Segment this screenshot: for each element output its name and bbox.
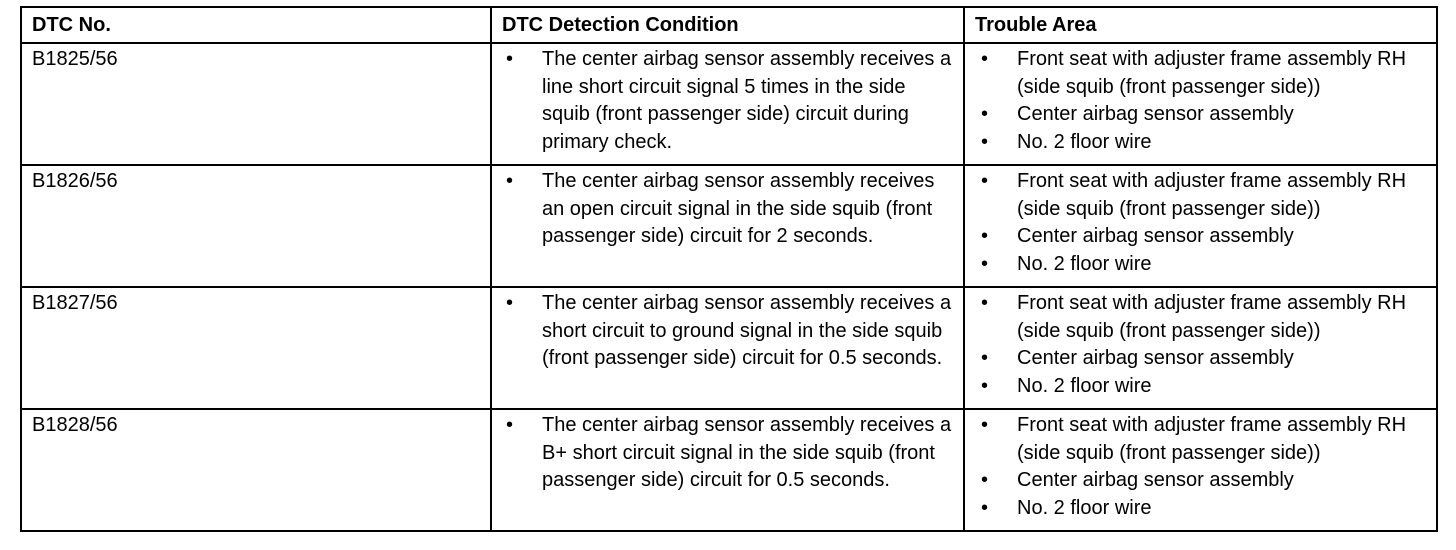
area-text: Center airbag sensor assembly <box>1017 347 1294 369</box>
list-item <box>977 251 1434 279</box>
bullet: • <box>981 252 989 275</box>
list-item <box>977 290 1434 345</box>
area-text: Center airbag sensor assembly <box>1017 225 1294 247</box>
area-text: Front seat with adjuster frame assembly RH (side squib (front passenger side)) <box>1017 48 1407 98</box>
condition-text: The center airbag sensor assembly receives a line short circuit signal 5 times in the side squib (front passenger side) circuit during primary check. <box>542 48 952 153</box>
list-item <box>977 129 1434 157</box>
bullet: • <box>981 496 989 519</box>
list-item <box>502 290 955 373</box>
area-text: Center airbag sensor assembly <box>1017 469 1294 491</box>
list-item <box>977 101 1434 129</box>
list-item <box>502 412 955 495</box>
dtc-code: B1827/56 <box>21 287 491 409</box>
list-item <box>977 467 1434 495</box>
condition-text: The center airbag sensor assembly receives an open circuit signal in the side squib (front passenger side) circuit for 2 seconds. <box>542 170 935 247</box>
list-item <box>502 46 955 156</box>
detection-condition <box>491 43 964 165</box>
bullet: • <box>981 414 989 436</box>
table-row <box>21 165 1437 287</box>
table-row <box>21 409 1437 531</box>
dtc-code: B1825/56 <box>21 43 491 165</box>
trouble-area <box>964 287 1437 409</box>
dtc-code: B1826/56 <box>21 165 491 287</box>
list-item <box>977 412 1434 467</box>
bullet: • <box>506 292 514 314</box>
condition-text: The center airbag sensor assembly receives a short circuit to ground signal in the side squib (front passenger side) circuit for 0.5 seconds. <box>542 292 952 369</box>
bullet: • <box>981 347 989 369</box>
bullet: • <box>981 48 989 70</box>
bullet: • <box>981 374 989 397</box>
detection-condition <box>491 287 964 409</box>
list-item <box>977 345 1434 373</box>
bullet: • <box>506 48 514 70</box>
list-item <box>977 46 1434 101</box>
area-text: Front seat with adjuster frame assembly RH (side squib (front passenger side)) <box>1017 414 1407 464</box>
table-row <box>21 287 1437 409</box>
area-text: No. 2 floor wire <box>1017 496 1152 519</box>
header-dtc-no: DTC No. <box>21 7 491 43</box>
dtc-code: B1828/56 <box>21 409 491 531</box>
bullet: • <box>981 225 989 247</box>
bullet: • <box>981 130 989 153</box>
area-text: Front seat with adjuster frame assembly RH (side squib (front passenger side)) <box>1017 292 1407 342</box>
table-row <box>21 43 1437 165</box>
condition-text: The center airbag sensor assembly receives a B+ short circuit signal in the side squib (front passenger side) circuit for 0.5 seconds. <box>542 414 952 491</box>
dtc-table <box>20 6 1438 532</box>
area-text: No. 2 floor wire <box>1017 130 1152 153</box>
trouble-area <box>964 43 1437 165</box>
bullet: • <box>981 103 989 125</box>
bullet: • <box>506 414 514 436</box>
header-detection-condition: DTC Detection Condition <box>491 7 964 43</box>
area-text: Center airbag sensor assembly <box>1017 103 1294 125</box>
bullet: • <box>981 170 989 192</box>
bullet: • <box>506 170 514 192</box>
detection-condition <box>491 409 964 531</box>
list-item <box>977 495 1434 523</box>
header-row <box>21 7 1437 43</box>
list-item <box>502 168 955 251</box>
bullet: • <box>981 292 989 314</box>
trouble-area <box>964 165 1437 287</box>
area-text: No. 2 floor wire <box>1017 252 1152 275</box>
detection-condition <box>491 165 964 287</box>
header-trouble-area: Trouble Area <box>964 7 1437 43</box>
list-item <box>977 168 1434 223</box>
area-text: Front seat with adjuster frame assembly RH (side squib (front passenger side)) <box>1017 170 1407 220</box>
area-text: No. 2 floor wire <box>1017 374 1152 397</box>
bullet: • <box>981 469 989 491</box>
list-item <box>977 373 1434 401</box>
trouble-area <box>964 409 1437 531</box>
list-item <box>977 223 1434 251</box>
